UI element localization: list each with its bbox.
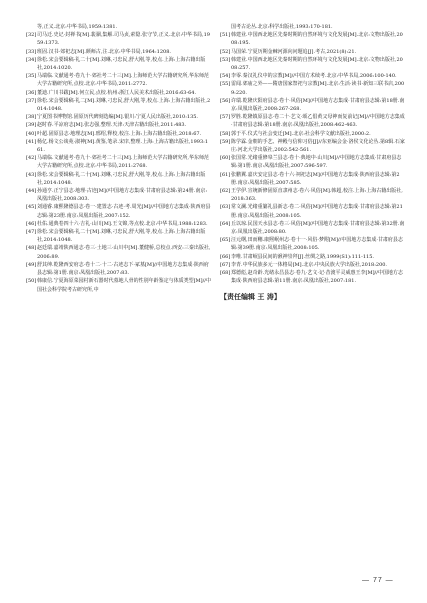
reference-entry [26, 261, 211, 277]
reference-text: 汪元纲,田而穗.康熙岷州志·卷十一·风俗·梦附[M]//中国地方志集成·甘肃府县志辑:第39册.南京:凤凰出版社,2008:105. [231, 237, 403, 252]
reference-number: [64] [220, 220, 231, 227]
reference-number: [50] [26, 278, 37, 285]
page-number: — 77 — [362, 577, 394, 584]
reference-text: 郭于平.仪式与社会变迁[M].北京:社会科学文献出版社,2000:2. [231, 130, 371, 137]
reference-number: [44] [26, 188, 37, 195]
reference-entry [220, 80, 405, 96]
reference-number: [49] [26, 261, 37, 268]
reference-entry [220, 113, 405, 129]
reference-number: [45] [26, 204, 37, 211]
reference-number: [48] [26, 245, 37, 252]
reference-text: 雷闻.郊庙之外——隋唐国家祭祀与宗教[M].北京:生活·读书·新知三联书店,2009:220. [231, 81, 405, 96]
reference-number: [68] [220, 270, 231, 277]
reference-entry [220, 154, 405, 170]
reference-text: 马端临.文献通考·卷九十·郊社考二十三[M].上海师范大学古籍研究所,华东师范大学古籍研究所,点校.北京:中华书局,2011:2768. [37, 155, 209, 170]
reference-text: 赵时春.平凉府志[M].张志强,整理.天津:天津古籍出版社,2011:483. [37, 122, 187, 129]
reference-entry [220, 72, 405, 80]
reference-entry [220, 269, 405, 285]
reference-text: 宁夏图书博物馆.固原历代碑刻选编[M].银川:宁夏人民出版社,2010:135. [37, 114, 199, 121]
reference-text: 董迪.广川书跋[M].何立民,点校.杭州:浙江人民美术出版社,2016:63-64. [37, 89, 197, 96]
reference-text: 罗胜.乾隆镇原县志·卷二十·艺文·颂乙倡黄父母神而复前记[M]//中国地方志集成·甘肃府县志辑:第18册.南京:凤凰出版社,2008:462-463. [231, 114, 405, 129]
reference-entry [26, 138, 211, 154]
reference-number: [56] [220, 97, 231, 104]
reference-entry [220, 48, 405, 56]
reference-entry [26, 244, 211, 260]
responsible-editor: 【责任编辑 王 涛】 [220, 292, 281, 301]
reference-text: 丘以琼.民国天水县志·卷三·风俗[M]//中国地方志集成·甘肃府县志辑:第32册.南京:凤凰出版社,2008:80. [231, 220, 405, 236]
reference-text: 等,正义.北京:中华书局,1959:1381. [37, 24, 118, 30]
reference-number: [38] [26, 114, 37, 121]
reference-entry [26, 97, 211, 113]
reference-text: 国考古论丛.北京:科学出版社,1993:170-181. [231, 24, 333, 30]
reference-entry [26, 203, 211, 219]
reference-entry [220, 56, 405, 72]
reference-number: [55] [220, 81, 231, 88]
reference-text: 许瑞.乾隆庆阳府县志·卷十·风俗[M]//中国地方志集成·甘肃府县志辑:第18册.南京:凤凰出版社,2008:267-268. [231, 97, 405, 113]
reference-number: [51] [220, 32, 231, 39]
reference-text: 叶超.固原县志·地理志[M].邢绍,释校,校注.上海:上海古籍出版社,2018:67. [37, 130, 202, 137]
references-right-column [220, 23, 405, 302]
reference-number: [32] [26, 32, 37, 39]
reference-number: [63] [220, 204, 231, 211]
reference-text: 马端临.文献通考·卷九十·郊社考二十三[M].上海师范大学古籍研究所,华东师范大学古籍研究所,点校.北京:中华书局,2011:2772. [37, 73, 209, 88]
reference-text: 韩康信.宁夏海原菜园村新石器时代墓地人骨的性别年龄鉴定与体质类型[M]//中国社会科学院考古研究所,中 [37, 278, 211, 293]
reference-entry [26, 48, 211, 56]
reference-number: [60] [220, 155, 231, 162]
reference-entry [26, 220, 211, 228]
reference-text: 孙通亨.正宁县志·地理·古迹[M]//中国地方志集成·甘肃府县志辑:第24册.南京:凤凰出版社,2008:303. [37, 188, 208, 203]
reference-text: 杜佑.通典卷四十六·吉礼·山川[M].王文锦,等点校.北京:中华书局,1988:1283. [37, 220, 208, 227]
reference-text: 李唯.甘肃岷县民间的湫神崇拜[J].丝绸之路,1999(S1):111-115. [231, 253, 374, 260]
reference-text: 李青.中华民族多元一体格局[M].北京:中央民族大学出版社,2018:200. [231, 261, 388, 268]
reference-entry [220, 187, 405, 203]
reference-entry [26, 130, 211, 138]
reference-number: [39] [26, 122, 37, 129]
reference-entry [26, 89, 211, 97]
reference-number: [66] [220, 253, 231, 260]
reference-entry [220, 130, 405, 138]
reference-number: [42] [26, 155, 37, 162]
reference-number: [54] [220, 73, 231, 80]
reference-number: [36] [26, 89, 37, 96]
reference-entry [26, 121, 211, 129]
reference-entry [26, 228, 211, 244]
reference-number: [47] [26, 229, 37, 236]
reference-text: 徐松.宋会要辑稿·礼二十[M].刘琳,刁忠民,舒大刚,等,校点.上海:上海古籍出版社,2014:1020. [37, 56, 206, 72]
reference-text: 韩建业.中国西北地区先秦时期的自然环境与文化发展[M].北京:文物出版社,2008:195. [231, 32, 403, 47]
references-left-column [26, 23, 211, 294]
reference-number: [59] [220, 138, 231, 145]
reference-number: [41] [26, 138, 37, 145]
reference-text: 徐松.宋会要辑稿·礼二[M].刘琳,刁忠民,舒大刚,等,校点.上海:上海古籍出版社,2014:1048. [37, 97, 211, 113]
reference-number: [43] [26, 171, 37, 178]
reference-text: 刘通睿.康熙隆德县志·卷一·建置志·古迹·考.周光[M]//中国地方志集成·陕西府县志辑:第23册.南京:凤凰出版社,2007:152. [37, 204, 211, 219]
reference-entry [220, 23, 405, 31]
reference-number: [62] [220, 188, 231, 195]
reference-number: [57] [220, 114, 231, 121]
reference-text: 赵廷瑞.嘉靖陕西通志·卷三·土地三·山川中[M].董健桥,总校点.西安:三秦出版社,2006:89. [37, 245, 211, 260]
reference-number: [46] [26, 220, 37, 227]
reference-entry [220, 261, 405, 269]
reference-number: [61] [220, 171, 231, 178]
reference-entry [26, 72, 211, 88]
reference-text: 徐松.宋会要辑稿·礼二十[M].刘琳,刁忠民,舒大刚,等,校点.上海:上海古籍出版社,2014:1048. [37, 171, 206, 186]
reference-entry [220, 31, 405, 47]
reference-entry [26, 23, 211, 31]
reference-entry [220, 236, 405, 252]
reference-text: 杨亿.杨文公谈苑·淑神[M].黄鉴,笔录.宋庠,整理.上海:上海古籍出版社,1993:161. [37, 138, 209, 154]
reference-entry [26, 171, 211, 187]
reference-entry [26, 154, 211, 170]
reference-text: 马国荣.宁夏历期金棘河源向问题追[J].考古,2021(8):21. [231, 48, 357, 55]
reference-entry [220, 138, 405, 154]
reference-text: 班固.汉书·郊祀志[M].颜师古,注.北京:中华书局,1964:1208. [37, 48, 171, 55]
reference-text: 陈学霖.金朝的手艺、神殿与信仰习俗[J]//东亚编会金·洛侯文化论丛.第8辑.石家庄:河北大学出版社,2002:542-561. [231, 138, 405, 154]
reference-number: [33] [26, 48, 37, 55]
reference-number: [53] [220, 56, 231, 63]
reference-text: 常文澜.光绪重纂礼县新志·卷二·风俗[M]//中国地方志集成·甘肃府县志辑:第21册.南京:凤凰出版社,2008:105. [231, 204, 403, 219]
reference-entry [220, 97, 405, 113]
reference-entry [26, 56, 211, 72]
reference-entry [220, 171, 405, 187]
reference-entry [220, 253, 405, 261]
reference-entry [220, 220, 405, 236]
reference-number: [40] [26, 130, 37, 137]
reference-entry [26, 31, 211, 47]
reference-text: 李零.秦汉礼仪中的宗教[M]//中国方术续考.北京:中华书局,2006:100-140. [231, 73, 397, 80]
reference-text: 司马迁.史记·封禅书[M].裴骃,集解.司马贞,索隐.张守节,正义.北京:中华书局,1959:1373. [37, 32, 210, 47]
right-entries [220, 23, 405, 286]
reference-entry [26, 187, 211, 203]
reference-number: [37] [26, 97, 37, 104]
reference-number: [65] [220, 237, 231, 244]
reference-entry [26, 113, 211, 121]
reference-text: 舒其绅.乾隆西安府志·卷十二·十二·古迹志下·冢墓[M]//中国地方志集成·陕西府县志辑:第1册.南京:凤凰出版社,2007:83. [37, 261, 209, 277]
reference-text: 张鹏翼.嘉庆安定县志·卷十六·祠祀志[M]//中国地方志集成·陕西府县志辑:第2册.南京:凤凰出版社,2007:585. [231, 171, 400, 186]
reference-number: [52] [220, 48, 231, 55]
reference-text: 王学伊.宣统新修固原直隶州志·卷六·风俗[M].韩超,校注.上海:上海古籍出版社,2018:363. [231, 188, 403, 203]
reference-entry [26, 277, 211, 293]
reference-text: 张国常.光绪重修皋兰县志·卷十·典地中·山川[M]//中国地方志集成·甘肃府县志辑:第1册.南京:凤凰出版社,2007:596-597. [231, 155, 402, 170]
reference-text: 韩建业.中国西北地区先秦时期的自然环境与文化发展[M].北京:文物出版社,2008:257. [231, 56, 403, 72]
reference-number: [35] [26, 73, 37, 80]
reference-text: 郑德彪,赵奇龄.光绪永昌县志·卷九·艺文·记·昔渡平灵威惠王李[M]//中国地方志集成·陕西府县志辑:第11册.南京:凤凰出版社,2007:181. [231, 270, 403, 285]
reference-number: [58] [220, 130, 231, 137]
reference-text: 徐松.宋会要辑稿·礼二十[M].刘琳,刁忠民,舒大刚,等,校点.上海:上海古籍出版社,2014:1048. [37, 229, 206, 244]
reference-number: [34] [26, 56, 37, 63]
reference-entry [220, 203, 405, 219]
reference-number: [67] [220, 261, 231, 268]
